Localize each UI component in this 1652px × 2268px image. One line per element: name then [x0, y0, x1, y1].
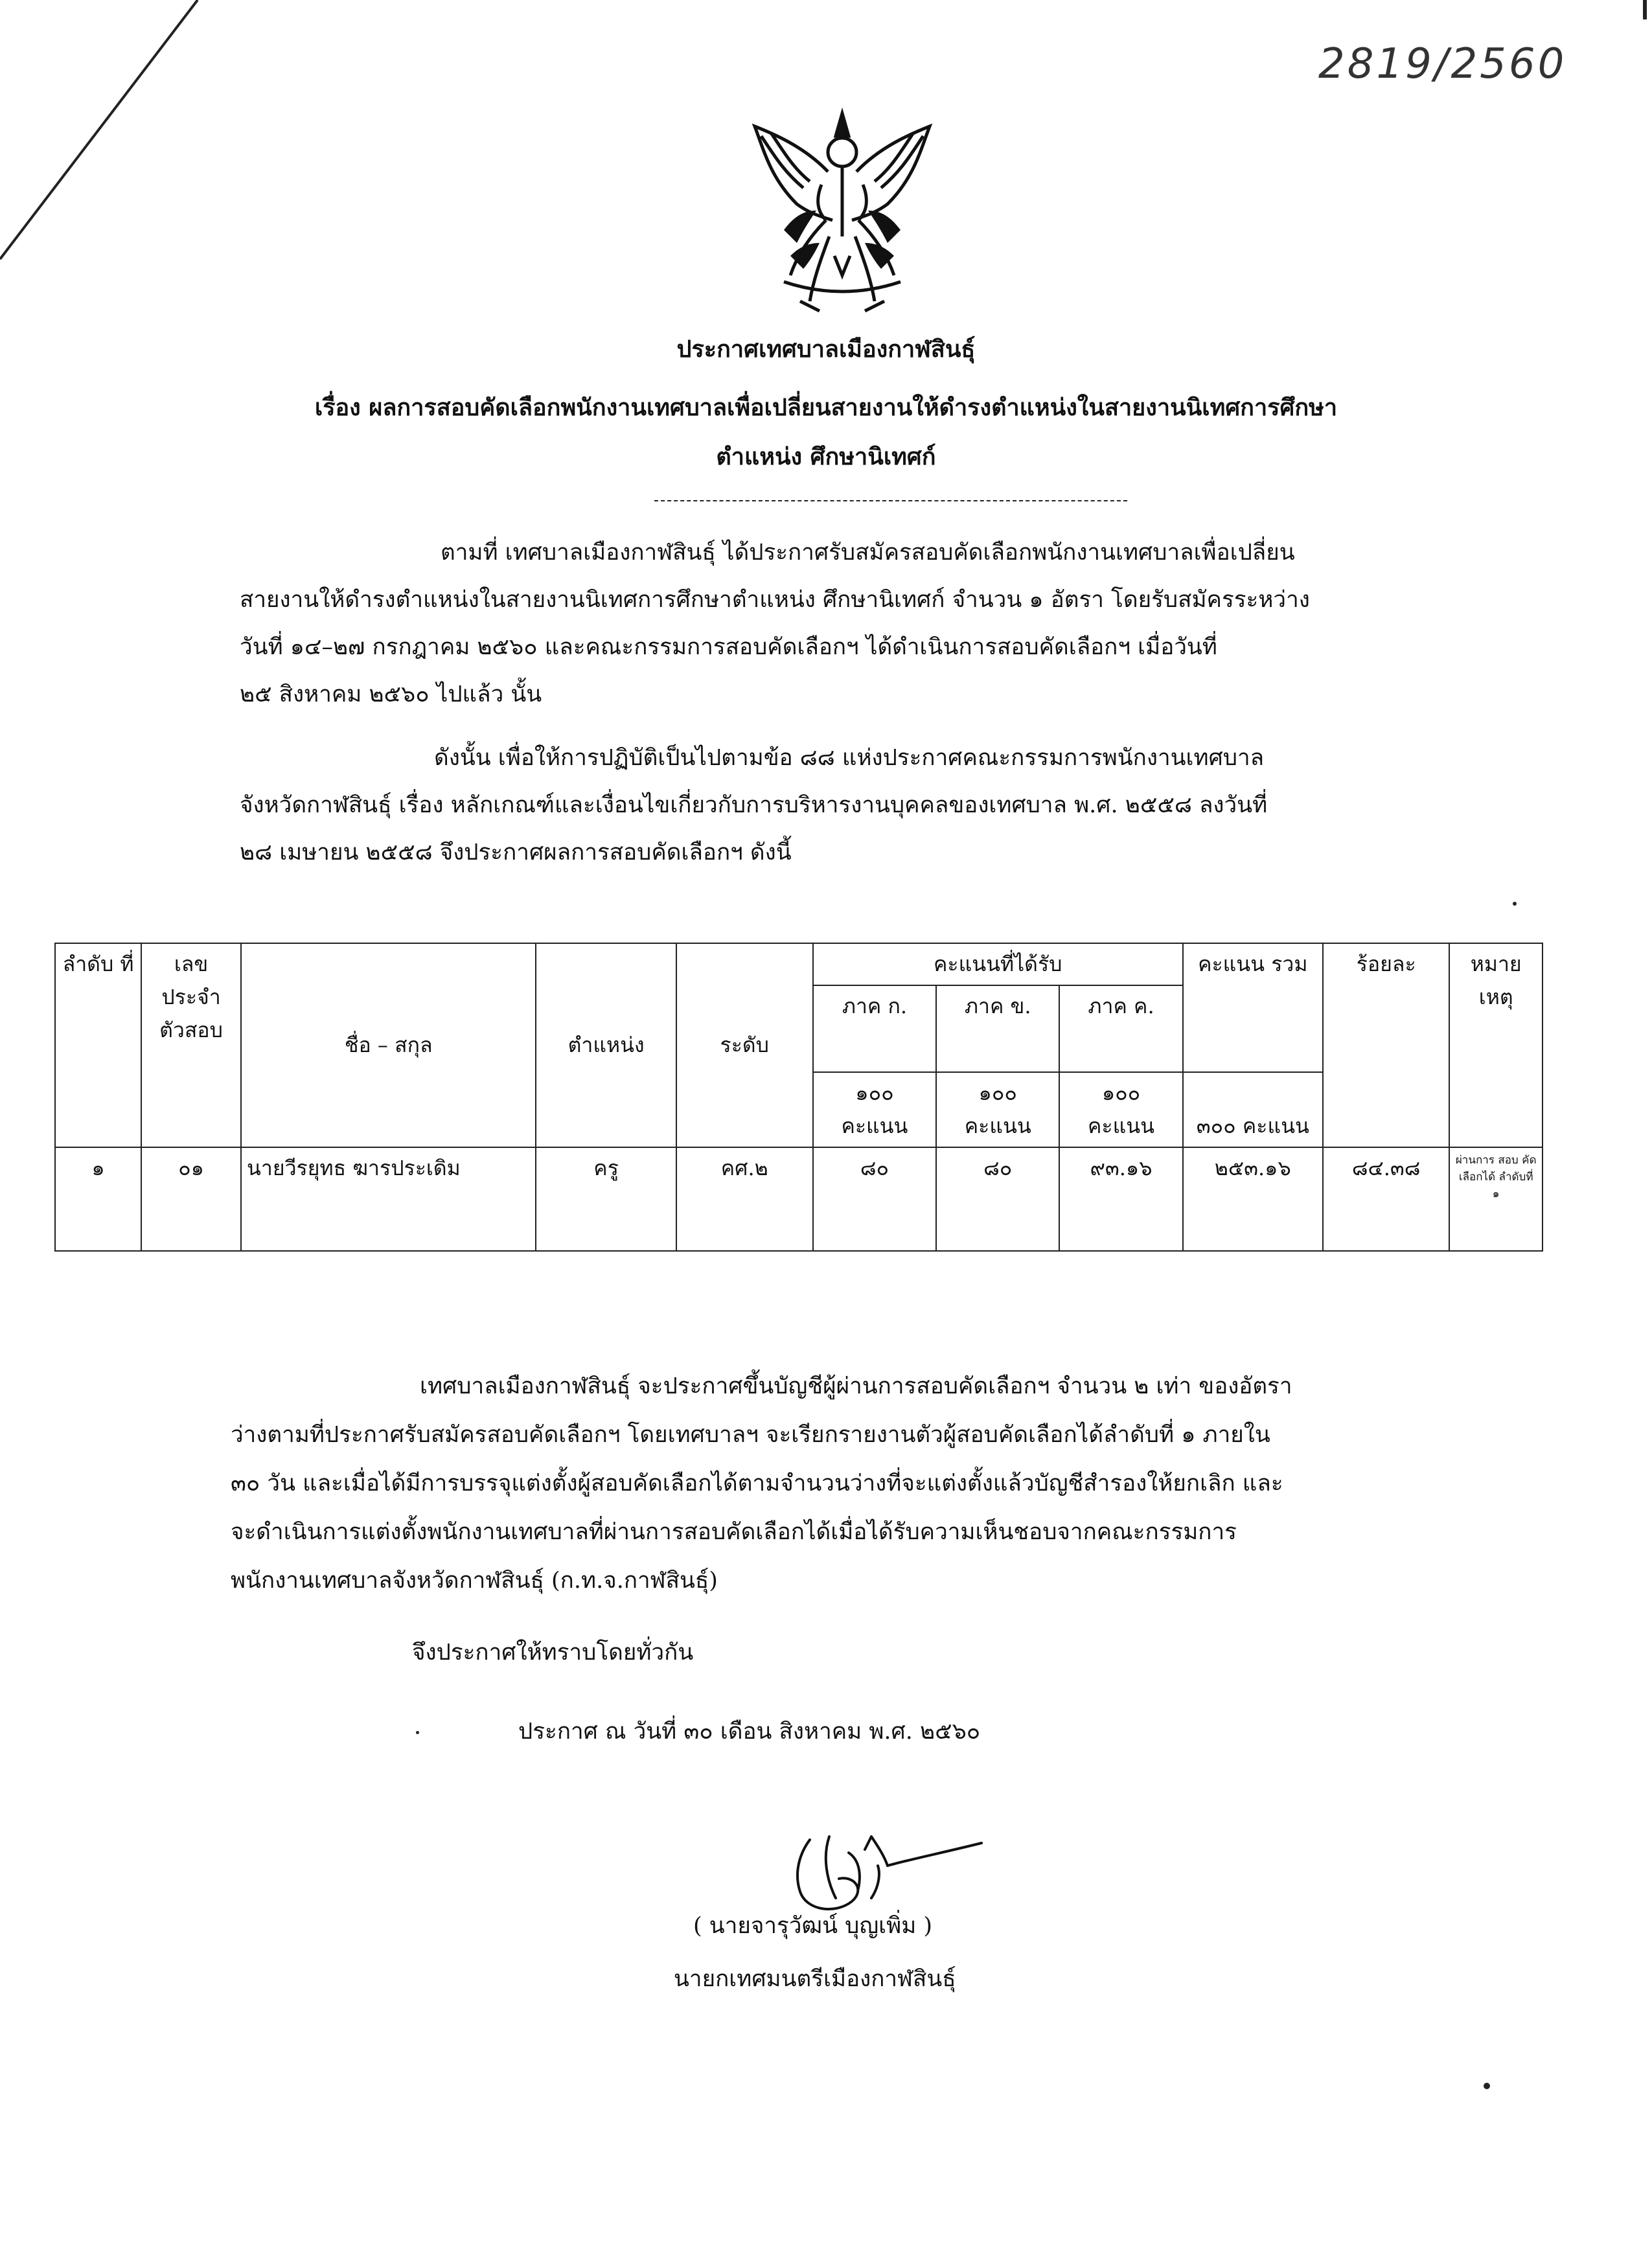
cell-level: คศ.๒: [676, 1147, 813, 1251]
col-order-header: ลำดับ ที่: [55, 943, 141, 1147]
scan-corner-mark: [0, 0, 207, 272]
paragraph-2-line-2: จังหวัดกาฬสินธุ์ เรื่อง หลักเกณฑ์และเงื่อนไขเกี่ยวกับการบริหารงานบุคคลของเทศบาล พ.ศ. ๒๕๕๘ ลงวันที่: [240, 792, 1268, 818]
paragraph-3-line-1: เทศบาลเมืองกาฬสินธุ์ จะประกาศขึ้นบัญชีผู้ผ่านการสอบคัดเลือกฯ จำนวน ๒ เท่า ของอัตรา: [420, 1373, 1292, 1399]
paragraph-3-line-4: จะดำเนินการแต่งตั้งพนักงานเทศบาลที่ผ่านการสอบคัดเลือกได้เมื่อได้รับความเห็นชอบจากคณะกรรมการ: [231, 1519, 1237, 1545]
col-scores-header: คะแนนที่ได้รับ: [813, 943, 1183, 985]
results-table: [54, 943, 1543, 1252]
cell-part-b: ๘๐: [936, 1147, 1059, 1251]
paragraph-3-line-5: พนักงานเทศบาลจังหวัดกาฬสินธุ์ (ก.ท.จ.กาฬสินธุ์): [231, 1568, 718, 1594]
col-level-header: ระดับ: [676, 943, 813, 1147]
cell-name: นายวีรยุทธ ฆารประเดิม: [241, 1147, 536, 1251]
part-b-max-score: ๑๐๐ คะแนน: [936, 1072, 1059, 1147]
scan-speck: [416, 1731, 419, 1734]
cell-exam-number: ๐๑: [141, 1147, 241, 1251]
scan-speck: [1513, 902, 1517, 906]
cell-part-a: ๘๐: [813, 1147, 936, 1251]
col-name-header: ชื่อ – สกุล: [241, 943, 536, 1147]
paragraph-1-line-4: ๒๕ สิงหาคม ๒๕๖๐ ไปแล้ว นั้น: [240, 682, 542, 707]
scan-edge-mark: [1643, 0, 1647, 19]
announcement-position: ตำแหน่ง ศึกษานิเทศก์: [716, 443, 936, 470]
announcement-heading: ประกาศเทศบาลเมืองกาฬสินธุ์: [676, 336, 976, 363]
col-part-a-header: ภาค ก.: [813, 985, 936, 1072]
col-percent-header: ร้อยละ: [1323, 943, 1449, 1147]
col-total-header: คะแนน รวม: [1183, 943, 1323, 1072]
paragraph-3-line-2: ว่างตามที่ประกาศรับสมัครสอบคัดเลือกฯ โดยเทศบาลฯ จะเรียกรายงานตัวผู้สอบคัดเลือกได้ลำดับที่ ๑ ภายใน: [231, 1422, 1270, 1448]
cell-percent: ๘๔.๓๘: [1323, 1147, 1449, 1251]
paragraph-1-line-2: สายงานให้ดำรงตำแหน่งในสายงานนิเทศการศึกษาตำแหน่ง ศึกษานิเทศก์ จำนวน ๑ อัตรา โดยรับสมัครระหว่าง: [240, 587, 1310, 613]
paragraph-3-line-3: ๓๐ วัน และเมื่อได้มีการบรรจุแต่งตั้งผู้สอบคัดเลือกได้ตามจำนวนว่างที่จะแต่งตั้งแล้วบัญชีสำรองให้ยกเลิก และ: [231, 1471, 1283, 1496]
paragraph-1-line-1: ตามที่ เทศบาลเมืองกาฬสินธุ์ ได้ประกาศรับสมัครสอบคัดเลือกพนักงานเทศบาลเพื่อเปลี่ยน: [441, 540, 1295, 566]
signatory-title: นายกเทศมนตรีเมืองกาฬสินธุ์: [674, 1966, 956, 1992]
paragraph-2-line-1: ดังนั้น เพื่อให้การปฏิบัติเป็นไปตามข้อ ๘๘ แห่งประกาศคณะกรรมการพนักงานเทศบาล: [434, 745, 1265, 771]
handwritten-reference-number: 2819/2560: [1318, 40, 1567, 88]
announcement-closing: จึงประกาศให้ทราบโดยทั่วกัน: [412, 1640, 694, 1666]
heading-divider: [654, 500, 1127, 501]
paragraph-2-line-3: ๒๘ เมษายน ๒๕๕๘ จึงประกาศผลการสอบคัดเลือกฯ ดังนี้: [240, 840, 792, 865]
cell-total: ๒๕๓.๑๖: [1183, 1147, 1323, 1251]
cell-position: ครู: [536, 1147, 676, 1251]
announcement-subject: เรื่อง ผลการสอบคัดเลือกพนักงานเทศบาลเพื่อเปลี่ยนสายงานให้ดำรงตำแหน่งในสายงานนิเทศการศึกษา: [314, 394, 1338, 421]
col-remark-header: หมาย เหตุ: [1449, 943, 1543, 1147]
col-part-b-header: ภาค ข.: [936, 985, 1059, 1072]
col-exam-number-header: เลข ประจำ ตัวสอบ: [141, 943, 241, 1147]
cell-order: ๑: [55, 1147, 141, 1251]
announcement-date: ประกาศ ณ วันที่ ๓๐ เดือน สิงหาคม พ.ศ. ๒๕๖๐: [518, 1719, 981, 1745]
signatory-name: ( นายจารุวัฒน์ บุญเพิ่ม ): [693, 1913, 933, 1939]
garuda-emblem-icon: [745, 107, 939, 317]
col-position-header: ตำแหน่ง: [536, 943, 676, 1147]
col-part-c-header: ภาค ค.: [1059, 985, 1182, 1072]
cell-remark: ผ่านการ สอบ คัดเลือกได้ ลำดับที่ ๑: [1449, 1147, 1543, 1251]
part-a-max-score: ๑๐๐ คะแนน: [813, 1072, 936, 1147]
cell-part-c: ๙๓.๑๖: [1059, 1147, 1182, 1251]
scan-speck: [1484, 2083, 1490, 2089]
part-c-max-score: ๑๐๐ คะแนน: [1059, 1072, 1182, 1147]
total-max-score: ๓๐๐ คะแนน: [1183, 1072, 1323, 1147]
table-header-row: [55, 943, 1543, 985]
table-row: [55, 1147, 1543, 1251]
paragraph-1-line-3: วันที่ ๑๔–๒๗ กรกฎาคม ๒๕๖๐ และคณะกรรมการสอบคัดเลือกฯ ได้ดำเนินการสอบคัดเลือกฯ เมื่อวันที่: [240, 634, 1217, 660]
